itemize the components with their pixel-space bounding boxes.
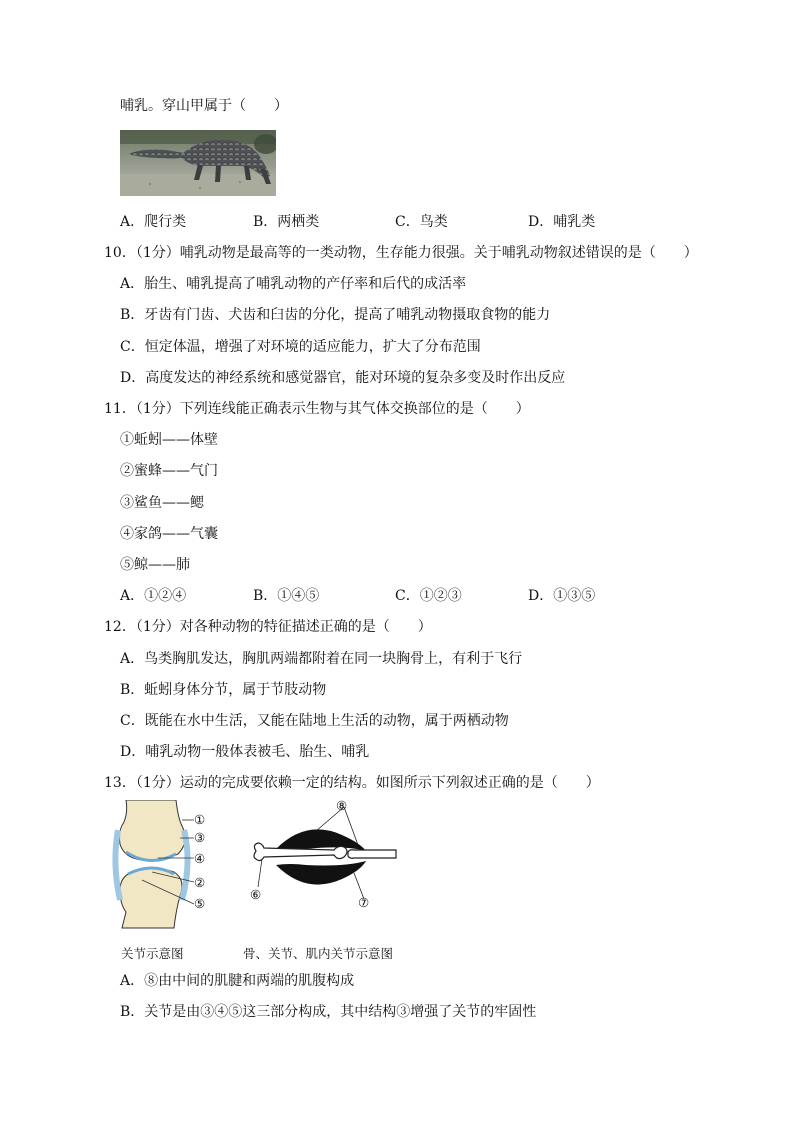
q13-option-b: B．关节是由③④⑤这三部分构成，其中结构③增强了关节的牢固性: [120, 1004, 537, 1020]
q12-option-b: B．蚯蚓身体分节，属于节肢动物: [120, 682, 327, 698]
joint-diagram-caption: 关节示意图: [121, 946, 184, 961]
q11-item-5: ⑤鲸——肺: [120, 557, 190, 573]
joint-label-2: ②: [194, 875, 206, 890]
bone-muscle-diagram: [246, 795, 406, 915]
bone-label-8: ⑧: [336, 798, 348, 813]
q12-option-d: D．哺乳动物一般体表被毛、胎生、哺乳: [120, 744, 370, 760]
joint-label-4: ④: [194, 851, 206, 866]
joint-label-5: ⑤: [194, 896, 206, 911]
question-12-stem: 12．（1分）对各种动物的特征描述正确的是（ ）: [104, 619, 432, 635]
q13-option-a: A．⑧由中间的肌腱和两端的肌腹构成: [120, 973, 355, 989]
joint-diagram: [112, 800, 222, 930]
q9-option-c: C．鸟类: [395, 214, 448, 230]
q11-option-c: C．①②③: [395, 588, 462, 604]
question-11-stem: 11．（1分）下列连线能正确表示生物与其气体交换部位的是（ ）: [104, 401, 530, 417]
joint-label-1: ①: [194, 812, 206, 827]
q11-item-2: ②蜜蜂——气门: [120, 463, 218, 479]
q9-option-b: B．两栖类: [253, 214, 320, 230]
question-13-stem: 13．（1分）运动的完成要依赖一定的结构。如图所示下列叙述正确的是（ ）: [104, 775, 600, 791]
q11-option-b: B．①④⑤: [253, 588, 320, 604]
bone-label-7: ⑦: [358, 895, 370, 910]
q11-item-1: ①蚯蚓——体壁: [120, 432, 218, 448]
question-9-tail: 哺乳。穿山甲属于（ ）: [120, 98, 288, 114]
q11-option-a: A．①②④: [120, 588, 187, 604]
bone-diagram-caption: 骨、关节、肌内关节示意图: [243, 946, 394, 961]
joint-label-3: ③: [194, 830, 206, 845]
q10-option-b: B．牙齿有门齿、犬齿和臼齿的分化，提高了哺乳动物摄取食物的能力: [120, 307, 551, 323]
q10-option-d: D．高度发达的神经系统和感觉器官，能对环境的复杂多变及时作出反应: [120, 370, 566, 386]
q11-item-3: ③鲨鱼——鳃: [120, 495, 204, 511]
bone-label-6: ⑥: [250, 887, 262, 902]
q11-option-d: D．①③⑤: [528, 588, 596, 604]
q10-option-c: C．恒定体温，增强了对环境的适应能力，扩大了分布范围: [120, 339, 481, 355]
q9-option-a: A．爬行类: [120, 214, 187, 230]
question-10-stem: 10．（1分）哺乳动物是最高等的一类动物，生存能力很强。关于哺乳动物叙述错误的是（ ）: [104, 245, 698, 261]
q11-item-4: ④家鸽——气囊: [120, 526, 218, 542]
q10-option-a: A．胎生、哺乳提高了哺乳动物的产仔率和后代的成活率: [120, 276, 467, 292]
q12-option-a: A．鸟类胸肌发达，胸肌两端都附着在同一块胸骨上，有利于飞行: [120, 651, 523, 667]
q9-option-d: D．哺乳类: [528, 214, 596, 230]
pangolin-photo: [120, 130, 276, 196]
q12-option-c: C．既能在水中生活，又能在陆地上生活的动物，属于两栖动物: [120, 713, 509, 729]
